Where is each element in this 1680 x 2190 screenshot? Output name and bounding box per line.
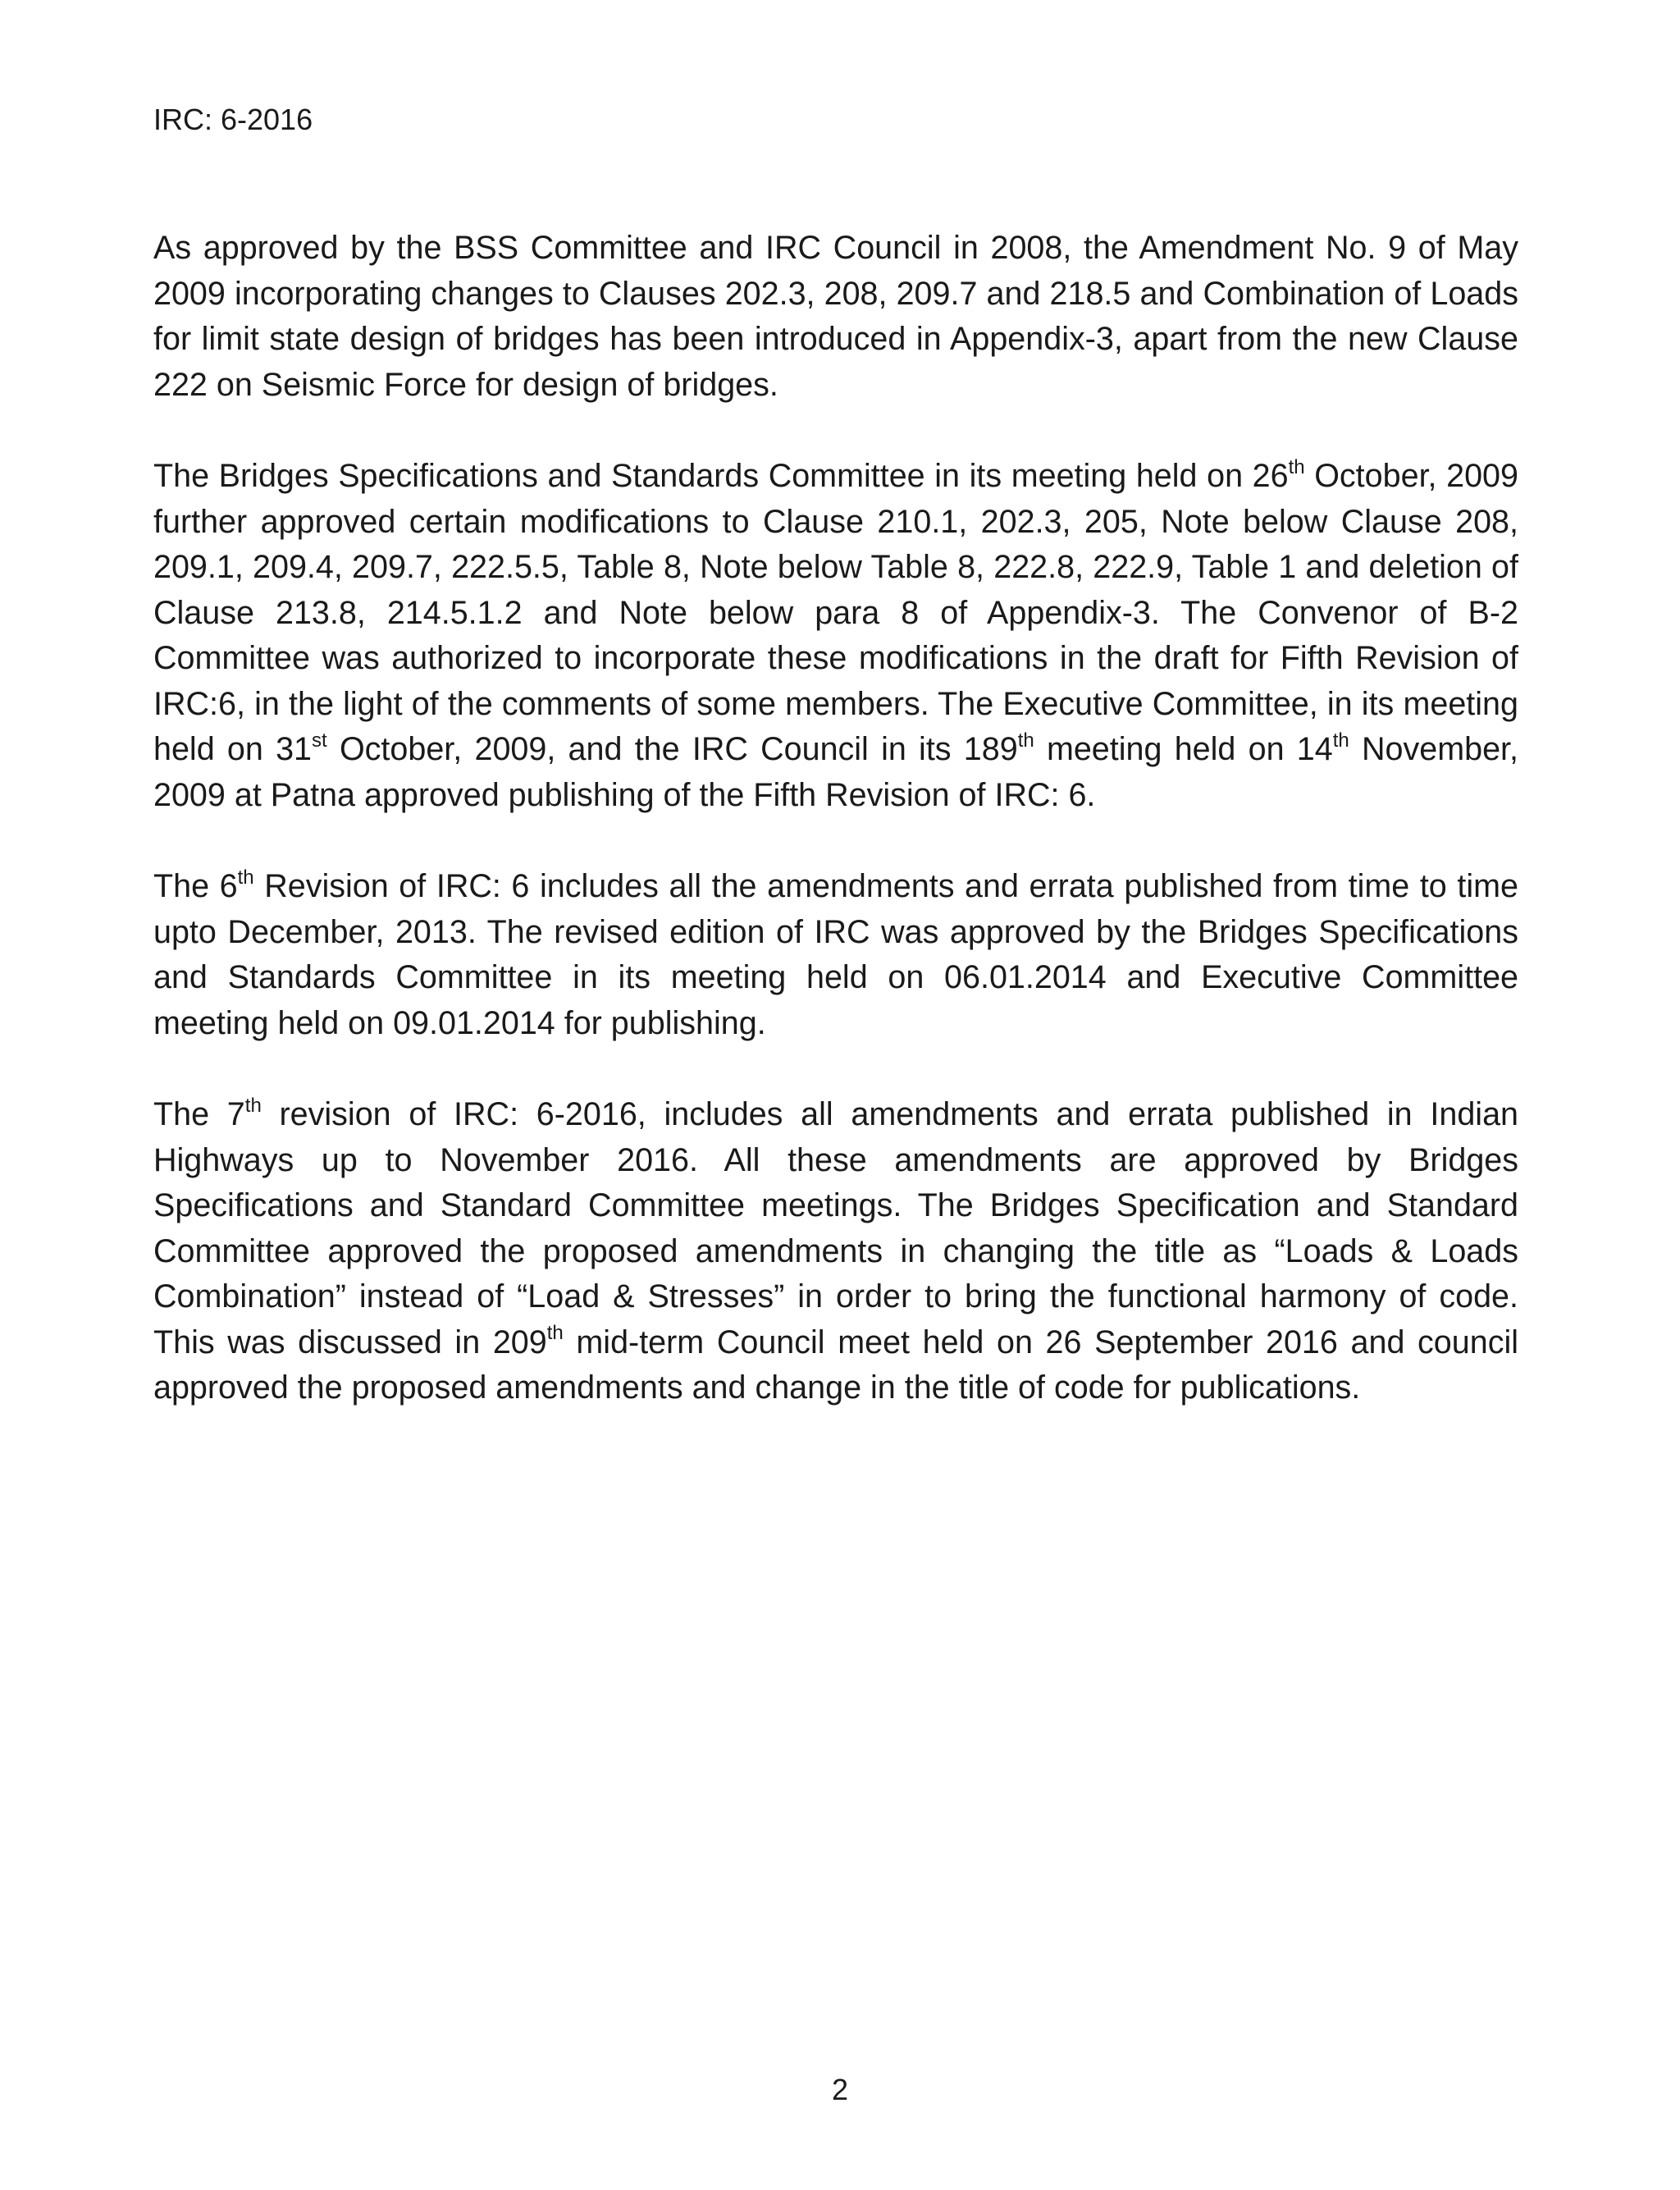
- paragraph-4: [153, 1092, 1518, 1411]
- paragraph-1: [153, 226, 1518, 408]
- document-body: [153, 226, 1518, 1457]
- paragraph-text: October, 2009, and the IRC Council in its 189: [326, 731, 1018, 767]
- ordinal-suffix: th: [1288, 455, 1305, 478]
- paragraph-2: [153, 454, 1518, 818]
- ordinal-suffix: th: [546, 1322, 564, 1345]
- ordinal-suffix: th: [1332, 729, 1349, 752]
- ordinal-suffix: th: [1017, 729, 1034, 752]
- paragraph-text: The 7: [153, 1096, 245, 1132]
- ordinal-suffix: th: [244, 1094, 262, 1117]
- paragraph-text: meeting held on 14: [1034, 731, 1333, 767]
- paragraph-text: Revision of IRC: 6 includes all the amendments and errata published from time to time upto December, 2013. The revised edition of IRC was approved by the Bridges Specifications and Standards Committee in its meeting held on 06.01.2014 and Executive Committee meeting held on 09.01.2014 for publishing.: [153, 868, 1518, 1041]
- paragraph-3: [153, 864, 1518, 1046]
- page-number: 2: [831, 2073, 849, 2106]
- ordinal-suffix: st: [312, 729, 327, 752]
- paragraph-text: November, 2009 at Patna approved publishing of the Fifth Revision of IRC: 6.: [153, 731, 1518, 813]
- ordinal-suffix: th: [237, 866, 254, 889]
- paragraph-text: As approved by the BSS Committee and IRC Council in 2008, the Amendment No. 9 of May 2009 incorporating changes to Clauses 202.3, 208, 209.7 and 218.5 and Combination of Loads for limit state design of bridges has been introduced in Appendix-3, apart from the new Clause 222 on Seismic Force for design of bridges.: [153, 230, 1518, 403]
- paragraph-text: The 6: [153, 868, 238, 904]
- paragraph-text: revision of IRC: 6-2016, includes all amendments and errata published in Indian Highways up to November 2016. All these amendments are approved by Bridges Specifications and Standard Committee meetings. The Bridges Specification and Standard Committee approved the proposed amendments in changing the title as “Loads & Loads Combination” instead of “Load & Stresses” in order to bring the functional harmony of code. This was discussed in 209: [153, 1096, 1519, 1360]
- paragraph-text: The Bridges Specifications and Standards Committee in its meeting held on 26: [153, 458, 1289, 494]
- paragraph-text: mid-term Council meet held on 26 September 2016 and council approved the proposed amendments and change in the title of code for publications.: [153, 1324, 1519, 1406]
- document-header: IRC: 6-2016: [153, 103, 313, 136]
- paragraph-text: October, 2009 further approved certain modifications to Clause 210.1, 202.3, 205, Note below Clause 208, 209.1, 209.4, 209.7, 222.5.5, Table 8, Note below Table 8, 222.8, 222.9, Table 1 and deletion of Clause 213.8, 214.5.1.2 and Note below para 8 of Appendix-3. The Convenor of B-2 Committee was authorized to incorporate these modifications in the draft for Fifth Revision of IRC:6, in the light of the comments of some members. The Executive Committee, in its meeting held on 31: [153, 458, 1518, 767]
